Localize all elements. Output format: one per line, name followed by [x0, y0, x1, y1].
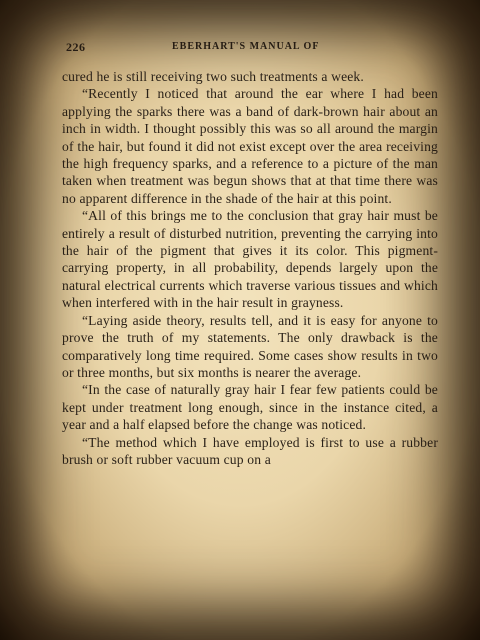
paragraph: “All of this brings me to the conclusion that gray hair must be entirely a result of disturbed nutrition, preventing the carrying into the hair of the pigment that gives it its color. This pigment-carrying property, in all probability, depends largely upon the natural electrical currents which traverse various tissues and which when interfered with in the hair result in grayness.: [62, 208, 438, 311]
paragraph: cured he is still receiving two such treatments a week.: [62, 69, 364, 84]
paragraph: “Laying aside theory, results tell, and it is easy for anyone to prove the truth of my statements. The only drawback is the comparatively long time required. Some cases show results in two or three months, but six months is nearer the average.: [62, 312, 438, 380]
running-head: [62, 36, 438, 58]
book-page: [62, 36, 438, 468]
running-head-title: EBERHART'S MANUAL OF: [172, 41, 320, 52]
paragraph: “Recently I noticed that around the ear where I had been applying the sparks there was a band of dark-brown hair about an inch in width. I thought possibly this was so all around the margin of the hair, but found it did not exist except over the area receiving the high frequency sparks, and a reference to a picture of the man taken when treatment was begun shows that at that time there was no apparent difference in the shade of the hair at this point.: [62, 86, 438, 206]
body-text: [62, 68, 438, 468]
paragraph: “In the case of naturally gray hair I fear few patients could be kept under treatment long enough, since in the instance cited, a year and a half elapsed before the change was noticed.: [62, 382, 438, 433]
paragraph: “The method which I have employed is first to use a rubber brush or soft rubber vacuum cup on a: [62, 434, 438, 467]
page-number: 226: [66, 40, 86, 54]
